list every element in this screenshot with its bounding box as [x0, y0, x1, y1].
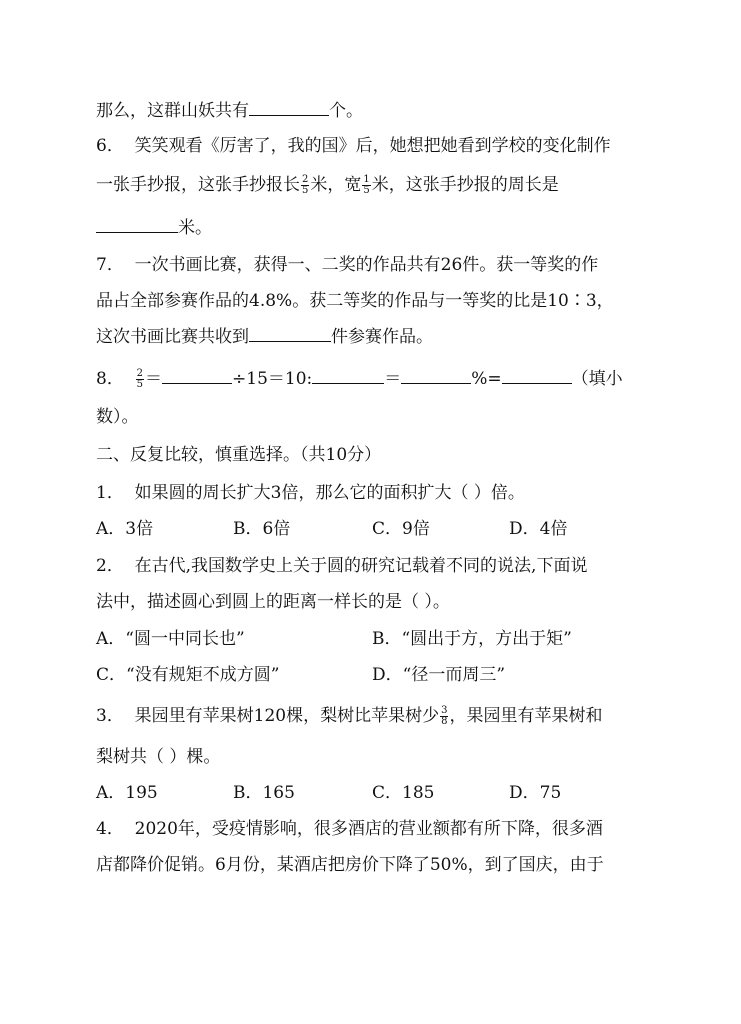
- q7-line1: [96, 254, 598, 276]
- s2-q3-option-c[interactable]: C．185: [372, 783, 435, 803]
- s2-q2-text-2: 法中，描述圆心到圆上的距离一样长的是（ ）。: [96, 592, 450, 612]
- q8-text-2: 数）。: [96, 407, 139, 427]
- q6-text-2b: 米，宽: [310, 175, 362, 195]
- s2-q1-line: [96, 482, 525, 504]
- q7-line3: [96, 325, 433, 348]
- q6-length-fraction: [301, 175, 309, 196]
- q6-number: 6．: [96, 136, 124, 156]
- s2-q2-number: 2．: [96, 556, 124, 576]
- q7-line2: [96, 290, 614, 312]
- q6-text-2c: 米，这张手抄报的周长是: [371, 175, 559, 195]
- s2-q3-number: 3．: [96, 706, 124, 726]
- q6-text-3: 米。: [178, 218, 212, 238]
- q7-text-3b: 件参赛作品。: [331, 327, 433, 347]
- s2-q3-text-1a: 果园里有苹果树120棵，梨树比苹果树少: [134, 706, 440, 726]
- s2-q2-option-b[interactable]: B．“圆出于方，方出于矩”: [372, 629, 572, 649]
- q8-number: 8．: [96, 369, 124, 389]
- s2-q3-line1: [96, 705, 602, 727]
- s2-q2-option-d[interactable]: D．“径一而周三”: [372, 665, 506, 685]
- q8-tail: （填小: [571, 369, 623, 389]
- q6-answer-blank[interactable]: [96, 216, 178, 233]
- s2-q1-option-d[interactable]: D．4倍: [509, 519, 568, 539]
- section2-heading: [96, 444, 381, 466]
- q8-div15: ÷15＝10:: [232, 369, 313, 389]
- q6-line1: [96, 135, 611, 157]
- q6-width-fraction: [362, 175, 370, 196]
- q8-eq1: ＝: [145, 369, 163, 389]
- q8-blank-4[interactable]: [502, 367, 572, 384]
- q6-text-1: 笑笑观看《厉害了，我的国》后，她想把她看到学校的变化制作: [134, 136, 611, 156]
- s2-q1-option-c[interactable]: C．9倍: [372, 519, 430, 539]
- q7-text-2: 品占全部参赛作品的4.8%。获二等奖的作品与一等奖的比是10∶3，: [96, 291, 614, 311]
- q7-text-3a: 这次书画比赛共收到: [96, 327, 249, 347]
- s2-q3-fraction: [440, 706, 448, 727]
- s2-q4-number: 4．: [96, 819, 124, 839]
- s2-q3-text-2: 梨树共（ ）棵。: [96, 747, 221, 767]
- q6-width-denominator: 5: [363, 185, 370, 196]
- s2-q1-text: 如果圆的周长扩大3倍，那么它的面积扩大（ ）倍。: [134, 483, 525, 503]
- s2-q2-option-c[interactable]: C．“没有规矩不成方圆”: [96, 665, 280, 685]
- q7-text-1: 一次书画比赛，获得一、二奖的作品共有26件。获一等奖的作: [134, 255, 599, 275]
- s2-q3-text-1b: ，果园里有苹果树和: [449, 706, 603, 726]
- s2-q4-text-1: 2020年，受疫情影响，很多酒店的营业额都有所下降，很多酒: [134, 819, 603, 839]
- q8-eq2: ＝: [384, 369, 402, 389]
- q5-tail-post: 个。: [329, 101, 363, 121]
- q8-pct: %=: [471, 369, 502, 389]
- s2-q3-option-d[interactable]: D．75: [509, 783, 562, 803]
- s2-q1-option-b[interactable]: B．6倍: [233, 519, 291, 539]
- q6-text-2a: 一张手抄报，这张手抄报长: [96, 175, 300, 195]
- q7-answer-blank[interactable]: [249, 325, 331, 342]
- section2-heading-text: 二、反复比较，慎重选择。（共10分）: [96, 445, 382, 465]
- s2-q2-line2: [96, 591, 450, 613]
- q5-tail-line: [96, 99, 363, 122]
- s2-q3-denominator: 8: [441, 716, 448, 727]
- s2-q3-option-a[interactable]: A．195: [96, 783, 158, 803]
- q6-width-numerator: 1: [363, 174, 370, 185]
- q6-length-numerator: 2: [302, 174, 309, 185]
- q8-blank-3[interactable]: [401, 367, 471, 384]
- s2-q3-option-b[interactable]: B．165: [233, 783, 295, 803]
- s2-q4-text-2: 店都降价促销。6月份，某酒店把房价下降了50%，到了国庆，由于: [96, 855, 604, 875]
- q6-length-denominator: 5: [302, 185, 309, 196]
- q5-tail-pre: 那么，这群山妖共有: [96, 101, 249, 121]
- s2-q2-text-1: 在古代,我国数学史上关于圆的研究记载着不同的说法,下面说: [134, 556, 588, 576]
- s2-q4-line2: [96, 854, 604, 876]
- q7-number: 7．: [96, 255, 124, 275]
- q5-answer-blank[interactable]: [249, 99, 329, 116]
- s2-q2-line1: [96, 555, 587, 577]
- s2-q3-line2: [96, 746, 220, 768]
- q8-numerator: 2: [136, 368, 144, 379]
- s2-q3-numerator: 3: [441, 705, 448, 716]
- s2-q1-option-a[interactable]: A．3倍: [96, 519, 154, 539]
- q6-line2: [96, 174, 559, 196]
- q8-fraction: [136, 369, 144, 390]
- s2-q4-line1: [96, 818, 603, 840]
- q8-denominator: 5: [136, 379, 144, 390]
- q8-line1: [96, 367, 623, 390]
- q8-line2: [96, 406, 139, 428]
- q6-line3: [96, 216, 212, 239]
- s2-q1-number: 1．: [96, 483, 124, 503]
- s2-q2-option-a[interactable]: A．“圆一中同长也”: [96, 629, 245, 649]
- q8-blank-1[interactable]: [162, 367, 232, 384]
- q8-blank-2[interactable]: [312, 367, 384, 384]
